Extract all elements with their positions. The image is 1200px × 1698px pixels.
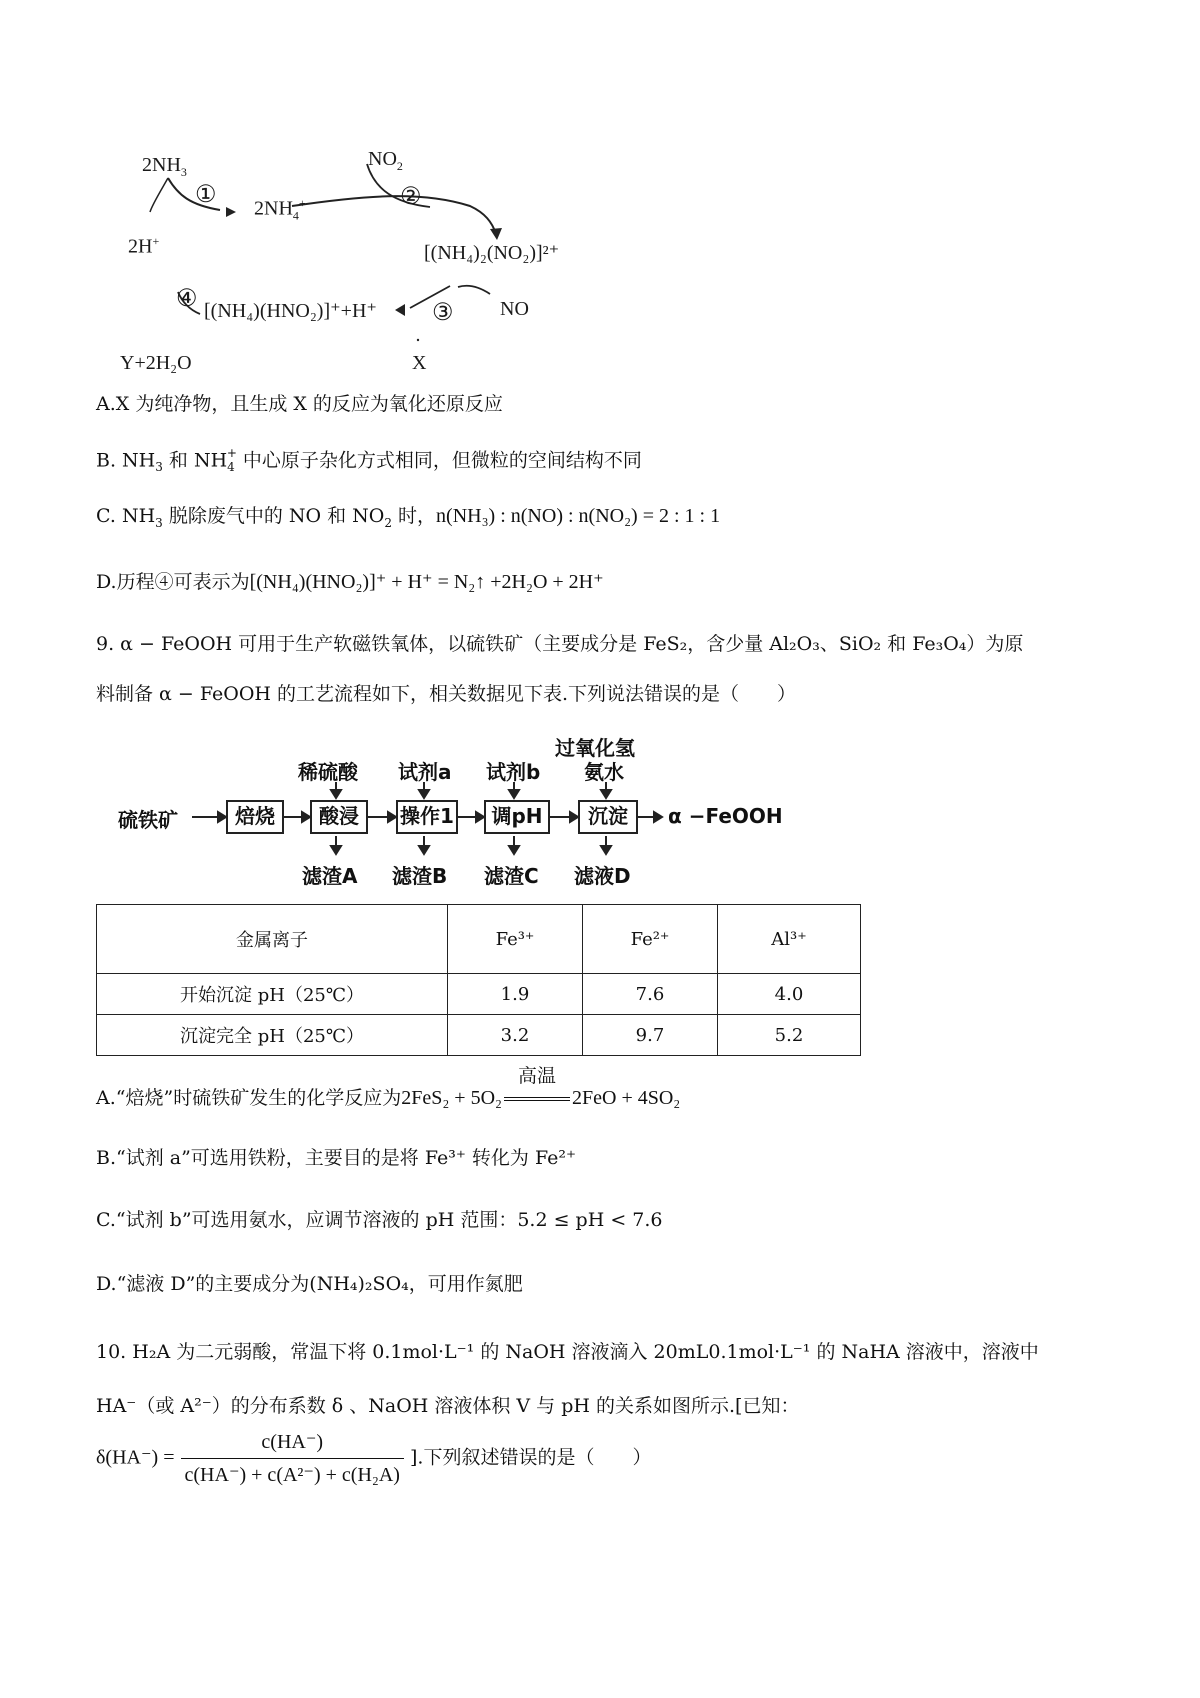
flow-end-label: α −FeOOH: [668, 804, 783, 828]
q8-option-a: A.X 为纯净物，且生成 X 的反应为氧化还原反应: [96, 393, 503, 415]
q9-option-d: D.“滤液 D”的主要成分为(NH₄)₂SO₄，可用作氮肥: [96, 1273, 523, 1295]
delta-fraction: [181, 1430, 404, 1487]
reagent-h2o2: 过氧化氢: [555, 736, 635, 760]
flow-step-roast: 焙烧: [226, 800, 284, 834]
reagent-a: 试剂a: [398, 760, 452, 784]
table-header-cell: Fe²⁺: [583, 905, 718, 974]
q9-stem-line2: 料制备 α − FeOOH 的工艺流程如下，相关数据见下表.下列说法错误的是（ ）: [96, 683, 797, 705]
flow-step-acid-leach: 酸浸: [310, 800, 368, 834]
table-cell: 7.6: [583, 974, 718, 1015]
y-product-label: Y+2H₂O: [120, 352, 192, 374]
residue-a: 滤渣A: [302, 864, 358, 888]
intermediate-label: [(NH₄)(HNO₂)]⁺+H⁺: [204, 300, 377, 322]
no2-label: $NO_2$: [368, 148, 403, 173]
fraction-numerator: c(HA⁻): [181, 1430, 404, 1459]
residue-b: 滤渣B: [392, 864, 448, 888]
table-header-row: [97, 905, 861, 974]
ph-data-table: [96, 904, 861, 1056]
filtrate-d: 滤液D: [574, 864, 631, 888]
q8-option-d-formula: [(NH₄)(HNO₂)]⁺ + H⁺ = N₂↑ +2H₂O + 2H⁺: [249, 571, 604, 593]
reagent-b: 试剂b: [486, 760, 541, 784]
x-product-label: X: [412, 352, 427, 374]
table-cell: 开始沉淀 pH（25℃）: [97, 974, 448, 1015]
q10-stem-line2: HA⁻（或 A²⁻）的分布系数 δ 、NaOH 溶液体积 V 与 pH 的关系如图所示.[已知：: [96, 1395, 800, 1417]
q8-option-b: B. $NH_3$ 和 $NH_4^+$ 中心原子杂化方式相同，但微粒的空间结构不同: [96, 446, 642, 475]
q9-option-a-formula-right: 2FeO + 4SO₂: [572, 1087, 681, 1109]
table-cell: 9.7: [583, 1015, 718, 1056]
table-row: [97, 1015, 861, 1056]
table-cell: 3.2: [448, 1015, 583, 1056]
nh3-label: $2NH_3$: [142, 154, 187, 179]
step-1-marker: ①: [195, 182, 217, 208]
table-header-cell: Al³⁺: [718, 905, 861, 974]
q10-tail: ].下列叙述错误的是（ ）: [410, 1446, 652, 1469]
q8-option-c-formula: n(NH₃) : n(NO) : n(NO₂) = 2 : 1 : 1: [436, 505, 721, 527]
h-plus-label: 2H+: [128, 234, 160, 258]
table-cell: 沉淀完全 pH（25℃）: [97, 1015, 448, 1056]
q9-option-b: B.“试剂 a”可选用铁粉，主要目的是将 Fe³⁺ 转化为 Fe²⁺: [96, 1147, 576, 1169]
q9-option-a: A.“焙烧”时硫铁矿发生的化学反应为2FeS₂ + 5O₂ 高温 2FeO + 4SO₂: [96, 1065, 681, 1109]
delta-lhs: δ(HA⁻) =: [96, 1446, 175, 1469]
nh4-label: $2NH_4^+$: [254, 196, 306, 223]
table-header-cell: 金属离子: [97, 905, 448, 974]
q10-delta-definition: [96, 1430, 651, 1487]
table-cell: 4.0: [718, 974, 861, 1015]
flow-step-operation1: 操作1: [396, 800, 458, 834]
q9-stem-line1: 9. α − FeOOH 可用于生产软磁铁氧体，以硫铁矿（主要成分是 FeS₂，含少量 Al₂O₃、SiO₂ 和 Fe₃O₄）为原: [96, 633, 1024, 655]
step-3-marker: ③: [432, 300, 454, 326]
q9-option-a-formula-left: 2FeS₂ + 5O₂: [401, 1087, 502, 1109]
step-2-marker: ②: [400, 184, 422, 210]
no-label: NO: [500, 298, 529, 320]
table-cell: 1.9: [448, 974, 583, 1015]
q10-stem-line1: 10. H₂A 为二元弱酸，常温下将 0.1mol·L⁻¹ 的 NaOH 溶液滴入 20mL0.1mol·L⁻¹ 的 NaHA 溶液中，溶液中: [96, 1341, 1039, 1363]
flow-step-precipitate: 沉淀: [578, 800, 638, 834]
reagent-dilute-h2so4: 稀硫酸: [298, 760, 358, 784]
complex-label: [(NH₄)₂(NO₂)]²⁺: [424, 242, 560, 264]
flow-step-adjust-ph: 调pH: [484, 800, 550, 834]
reagent-ammonia: 氨水: [584, 760, 624, 784]
table-cell: 5.2: [718, 1015, 861, 1056]
step-4-marker: ④: [176, 286, 198, 312]
q9-option-c: C.“试剂 b”可选用氨水，应调节溶液的 pH 范围：5.2 ≤ pH < 7.6: [96, 1209, 663, 1231]
flow-start-label: 硫铁矿: [118, 808, 178, 832]
q8-option-d: D.历程④可表示为[(NH₄)(HNO₂)]⁺ + H⁺ = N₂↑ +2H₂O + 2H⁺: [96, 571, 604, 593]
q8-option-c: C. $NH_3$ 脱除废气中的 NO 和 $NO_2$ 时，n(NH₃) : n(NO) : n(NO₂) = 2 : 1 : 1: [96, 505, 721, 530]
table-row: [97, 974, 861, 1015]
reaction-condition-arrow: 高温: [502, 1086, 572, 1110]
fraction-denominator: c(HA⁻) + c(A²⁻) + c(H₂A): [184, 1464, 400, 1486]
residue-c: 滤渣C: [484, 864, 539, 888]
table-header-cell: Fe³⁺: [448, 905, 583, 974]
